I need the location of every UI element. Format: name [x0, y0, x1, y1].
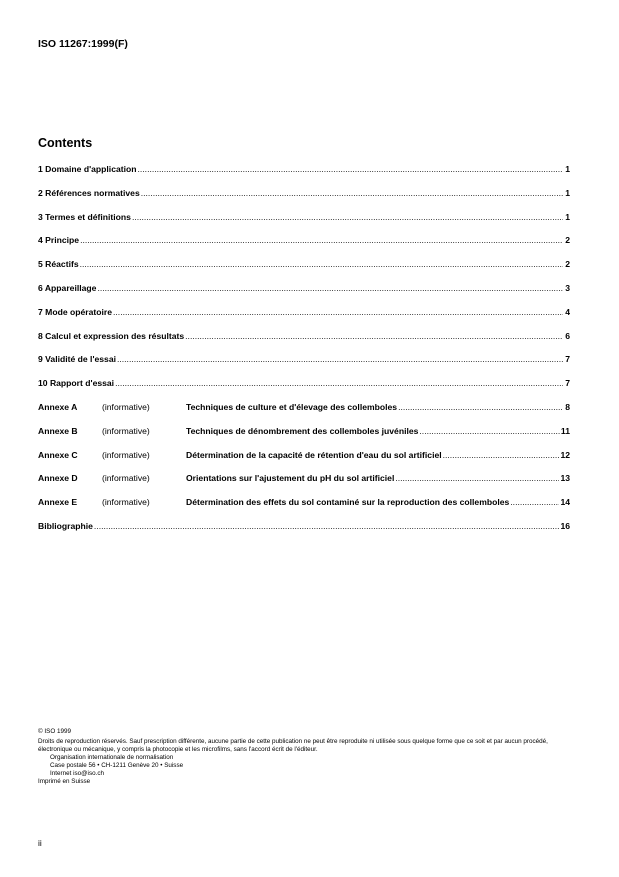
dot-leader — [138, 164, 563, 174]
toc-entry[interactable] — [38, 164, 570, 188]
document-id: ISO 11267:1999(F) — [38, 38, 128, 50]
toc-annex-entry[interactable] — [38, 473, 570, 497]
toc-entry[interactable] — [38, 259, 570, 283]
annex-title: Techniques de dénombrement des collemboles juvéniles — [186, 425, 419, 436]
annex-title: Techniques de culture et d'élevage des collemboles — [186, 401, 398, 412]
printed-in: Imprimé en Suisse — [38, 778, 91, 785]
toc-entry-title: 9 Validité de l'essai — [38, 354, 116, 365]
toc-entry-title: 4 Principe — [38, 235, 80, 246]
toc-annex-entry[interactable] — [38, 426, 570, 450]
dot-leader — [115, 378, 563, 388]
toc-entry-title: 7 Mode opératoire — [38, 306, 113, 317]
annex-informative: (informative) — [102, 449, 150, 460]
toc-entry-title: 8 Calcul et expression des résultats — [38, 330, 185, 341]
toc-entry[interactable] — [38, 188, 570, 212]
toc-entry[interactable] — [38, 354, 570, 378]
dot-leader — [398, 402, 563, 412]
annex-title: Orientations sur l'ajustement du pH du sol artificiel — [186, 473, 395, 484]
toc-annex-entry[interactable] — [38, 497, 570, 521]
toc-entry[interactable] — [38, 283, 570, 307]
internet-address: Internet iso@iso.ch — [50, 770, 104, 777]
toc-entry-page: 3 — [565, 282, 570, 293]
toc-entry-page: 7 — [565, 354, 570, 365]
annex-informative: (informative) — [102, 425, 150, 436]
toc-entry-page: 1 — [565, 164, 570, 174]
dot-leader — [97, 283, 563, 293]
toc-entry-page: 7 — [565, 378, 570, 389]
toc-entry-page: 1 — [565, 211, 570, 222]
contents-heading: Contents — [38, 136, 93, 150]
toc-entry-title: 6 Appareillage — [38, 282, 97, 293]
table-of-contents — [38, 164, 570, 545]
toc-entry-page: 12 — [560, 449, 570, 460]
toc-entry-title: 5 Réactifs — [38, 259, 79, 270]
dot-leader — [94, 521, 560, 531]
toc-entry-title: 2 Références normatives — [38, 187, 140, 198]
dot-leader — [510, 497, 559, 507]
toc-entry-page: 2 — [565, 259, 570, 270]
toc-entry-title: 10 Rapport d'essai — [38, 378, 115, 389]
annex-title: Détermination de la capacité de rétention d'eau du sol artificiel — [186, 449, 442, 460]
dot-leader — [117, 354, 563, 364]
page-number: ii — [38, 838, 42, 848]
toc-entry-page: 4 — [565, 306, 570, 317]
dot-leader — [395, 473, 559, 483]
annex-informative: (informative) — [102, 497, 150, 508]
postal-address: Case postale 56 • CH-1211 Genève 20 • Suisse — [50, 762, 184, 769]
rights-notice: Droits de reproduction réservés. Sauf prescription différente, aucune partie de cette publication ne peut être reproduite ni utilisée sous quelque forme que ce soit et par aucun procédé, électronique ou mécanique, y compris la photocopie et les microfilms, sans l'accord écrit de l'éditeur. — [38, 738, 548, 753]
annex-label: Annexe E — [38, 497, 78, 508]
dot-leader — [80, 235, 563, 245]
annex-label: Annexe C — [38, 449, 78, 460]
copyright-footer — [38, 728, 583, 786]
toc-entry-page: 8 — [565, 401, 570, 412]
toc-entry[interactable] — [38, 378, 570, 402]
toc-entry-title: 3 Termes et définitions — [38, 211, 131, 222]
toc-bibliography-entry[interactable] — [38, 521, 570, 545]
dot-leader — [132, 212, 563, 222]
toc-entry-page: 16 — [560, 520, 570, 531]
toc-entry[interactable] — [38, 307, 570, 331]
dot-leader — [443, 450, 560, 460]
annex-title: Détermination des effets du sol contaminé sur la reproduction des collemboles — [186, 497, 510, 508]
annex-informative: (informative) — [102, 473, 150, 484]
organisation-name: Organisation internationale de normalisation — [50, 754, 174, 761]
copyright-line: © ISO 1999 — [38, 728, 71, 735]
toc-entry-title: 1 Domaine d'application — [38, 164, 137, 174]
toc-entry-page: 13 — [560, 473, 570, 484]
annex-informative: (informative) — [102, 401, 150, 412]
dot-leader — [113, 307, 563, 317]
toc-entry-page: 1 — [565, 187, 570, 198]
toc-annex-entry[interactable] — [38, 450, 570, 474]
toc-annex-entry[interactable] — [38, 402, 570, 426]
toc-entry-title: Bibliographie — [38, 520, 93, 531]
annex-label: Annexe B — [38, 425, 78, 436]
toc-entry-page: 14 — [560, 497, 570, 508]
toc-entry-page: 2 — [565, 235, 570, 246]
toc-entry[interactable] — [38, 331, 570, 355]
toc-entry-page: 6 — [565, 330, 570, 341]
toc-entry[interactable] — [38, 235, 570, 259]
annex-label: Annexe A — [38, 401, 78, 412]
annex-label: Annexe D — [38, 473, 78, 484]
toc-entry[interactable] — [38, 212, 570, 236]
dot-leader — [141, 188, 563, 198]
dot-leader — [419, 426, 559, 436]
dot-leader — [80, 259, 563, 269]
dot-leader — [185, 331, 563, 341]
toc-entry-page: 11 — [560, 425, 570, 436]
